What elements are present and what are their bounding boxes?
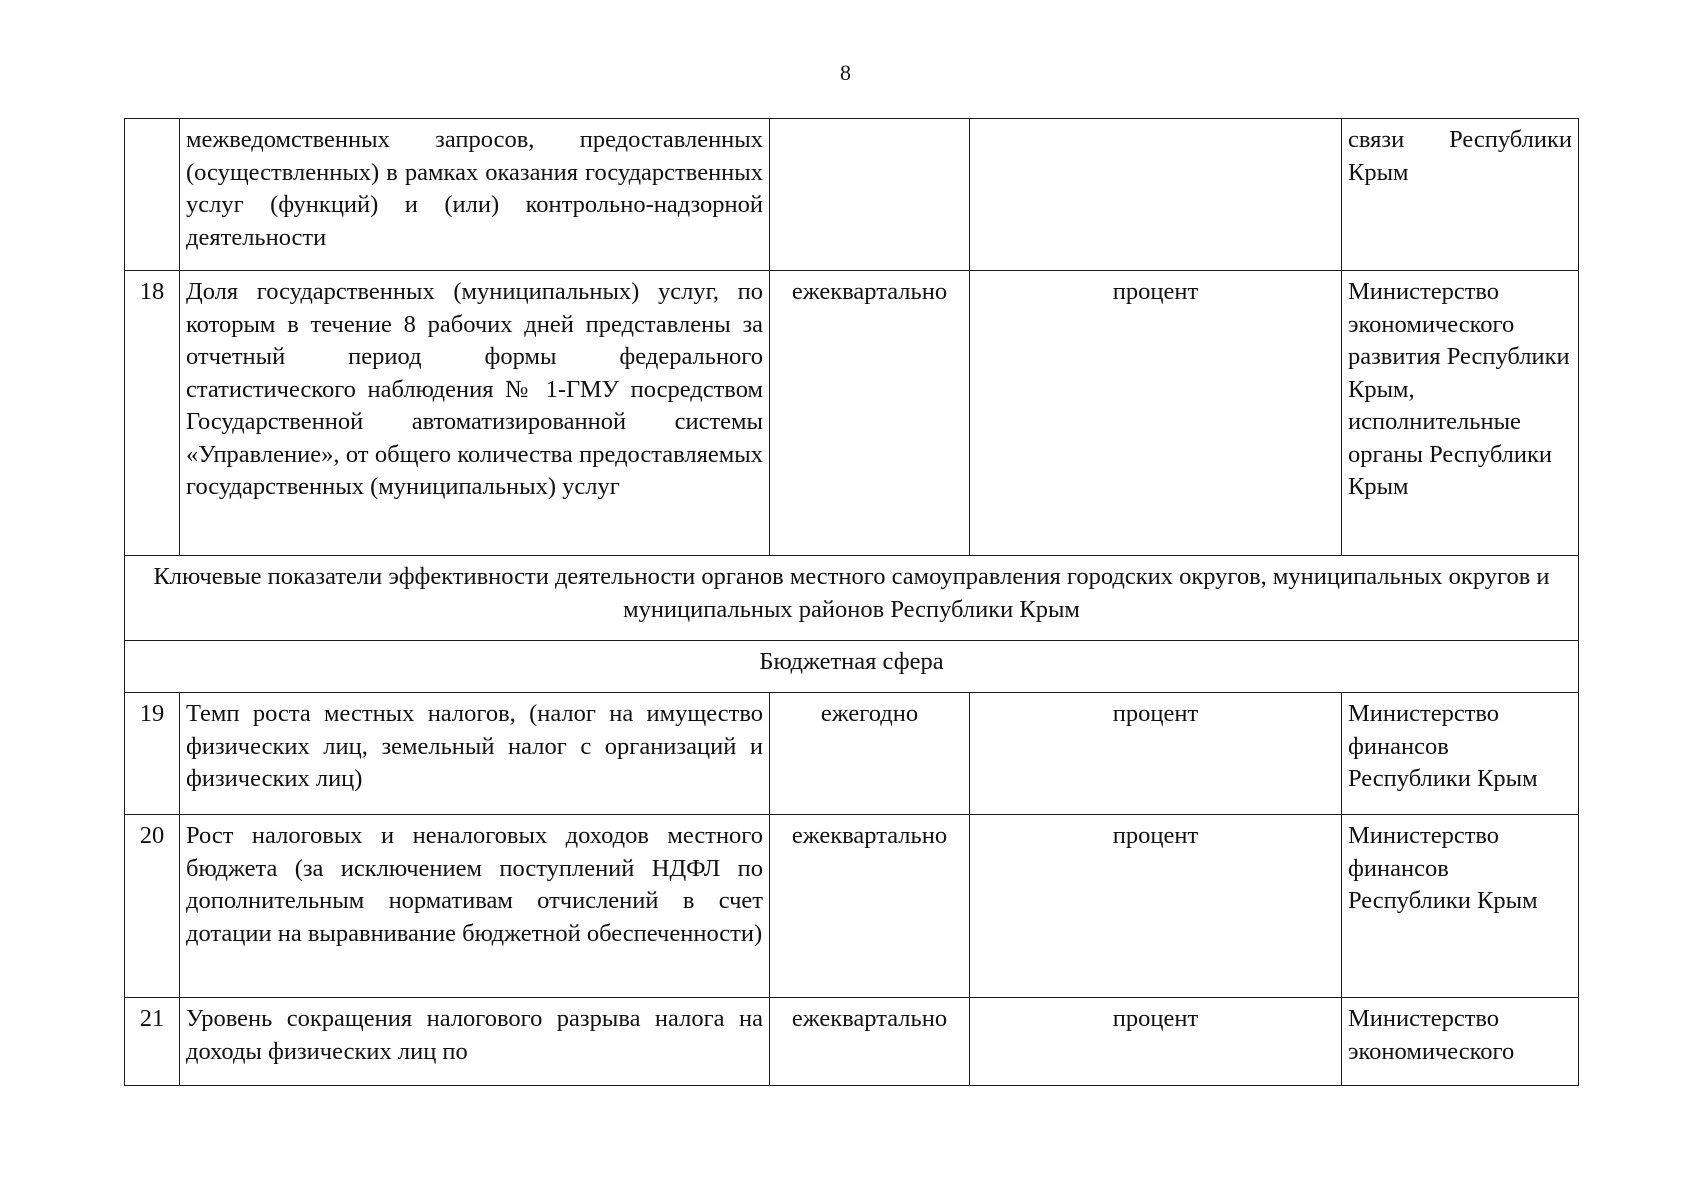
row-number: 19 [125,693,180,815]
measurement-unit: процент [970,998,1342,1086]
row-number [125,119,180,271]
subsection-heading-row [125,641,1579,693]
measurement-unit: процент [970,815,1342,998]
table-row [125,271,1579,556]
reporting-period: ежеквартально [770,998,970,1086]
section-heading: Ключевые показатели эффективности деятельности органов местного самоуправления городских округов, муниципальных округов и муниципальных районов Республики Крым [125,556,1579,641]
responsible-organization: Министерство финансов Республики Крым [1342,815,1579,998]
measurement-unit [970,119,1342,271]
responsible-organization: Министерство экономического [1342,998,1579,1086]
responsible-organization: Министерство экономического развития Республики Крым, исполнительные органы Республики Крым [1342,271,1579,556]
responsible-organization: связи Республики Крым [1342,119,1579,271]
indicator-description: Доля государственных (муниципальных) услуг, по которым в течение 8 рабочих дней представлены за отчетный период формы федерального статистического наблюдения № 1-ГМУ посредством Государственной автоматизированной системы «Управление», от общего количества предоставляемых государственных (муниципальных) услуг [180,271,770,556]
reporting-period: ежеквартально [770,271,970,556]
page-number: 8 [840,60,851,85]
indicator-description: Темп роста местных налогов, (налог на имущество физических лиц, земельный налог с организаций и физических лиц) [180,693,770,815]
table-row [125,119,1579,271]
reporting-period: ежеквартально [770,815,970,998]
measurement-unit: процент [970,693,1342,815]
table-row [125,998,1579,1086]
reporting-period [770,119,970,271]
subsection-heading: Бюджетная сфера [125,641,1579,693]
responsible-organization: Министерство финансов Республики Крым [1342,693,1579,815]
row-number: 21 [125,998,180,1086]
row-number: 18 [125,271,180,556]
indicator-description: Уровень сокращения налогового разрыва налога на доходы физических лиц по [180,998,770,1086]
reporting-period: ежегодно [770,693,970,815]
indicator-description: межведомственных запросов, предоставленных (осуществленных) в рамках оказания государственных услуг (функций) и (или) контрольно-надзорной деятельности [180,119,770,271]
table-row [125,693,1579,815]
row-number: 20 [125,815,180,998]
table-row [125,815,1579,998]
indicator-description: Рост налоговых и неналоговых доходов местного бюджета (за исключением поступлений НДФЛ по дополнительным нормативам отчислений в счет дотации на выравнивание бюджетной обеспеченности) [180,815,770,998]
measurement-unit: процент [970,271,1342,556]
section-heading-row [125,556,1579,641]
indicators-table [124,118,1579,1086]
